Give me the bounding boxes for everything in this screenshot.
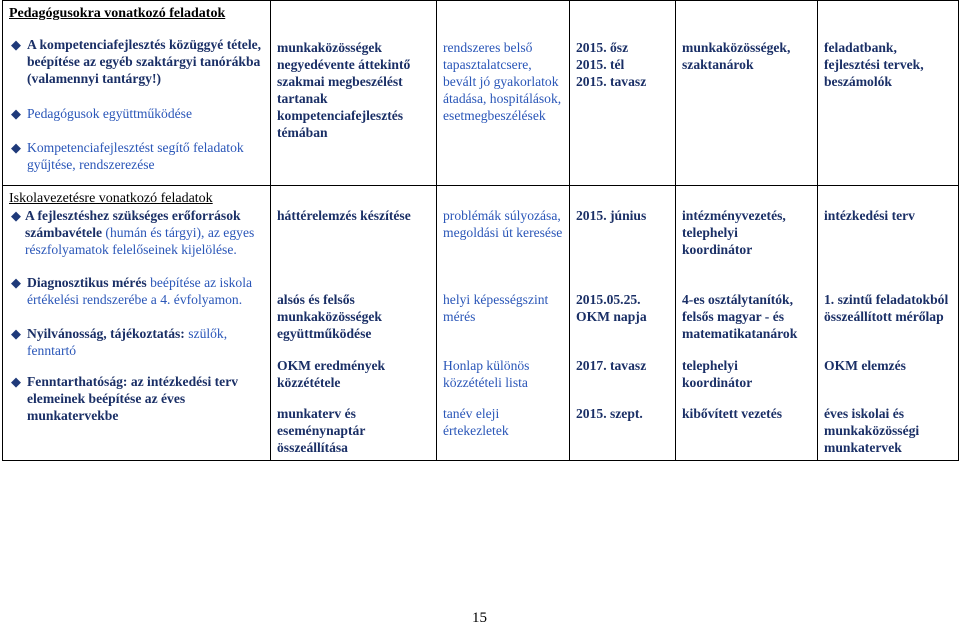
list-item: ◆ Nyilvánosság, tájékoztatás: szülők, fenntartó: [11, 326, 228, 358]
diamond-bullet-icon: ◆: [11, 326, 21, 341]
table-row: [3, 186, 959, 461]
list-item: ◆ Fenntarthatóság: az intézkedési terv elemeinek beépítése az éves munkatervekbe: [11, 374, 239, 423]
section2-cell: [3, 186, 271, 461]
section2-list: [9, 207, 264, 424]
output-cell: intézkedési terv 1. szintű feladatokból összeállított mérőlap OKM elemzés éves iskolai és munkaközösségi munkatervek: [818, 186, 959, 461]
list-item: ◆ A fejlesztéshez szükséges erőforrások számbavétele (humán és tárgyi), az egyes részfolyamatok felelőseinek kijelölése.: [11, 208, 255, 257]
table-row: [3, 1, 959, 186]
action-plan-table: [2, 0, 959, 461]
section2-header: Iskolavezetésre vonatkozó feladatok: [9, 191, 213, 206]
deadline-cell: 2015. június 2015.05.25. OKM napja 2017. tavasz 2015. szept.: [570, 186, 676, 461]
list-item: ◆ Kompetenciafejlesztést segítő feladatok gyűjtése, rendszerezése: [11, 140, 244, 172]
output-cell: feladatbank, fejlesztési tervek, beszámolók: [818, 1, 959, 186]
responsible-cell: intézményvezetés, telephelyi koordinátor 4-es osztálytanítók, felsős magyar - és matematikatanárok telephelyi koordinátor kibővített vezetés: [676, 186, 818, 461]
method-cell: munkaközösségek negyedévente áttekintő szakmai megbeszélést tartanak kompetenciafejlesztés témában: [271, 1, 437, 186]
diamond-bullet-icon: ◆: [11, 275, 21, 290]
activity-cell: rendszeres belső tapasztalatcsere, bevált jó gyakorlatok átadása, hospitálások, esetmegbeszélések: [437, 1, 570, 186]
method-cell: háttérelemzés készítése alsós és felsős munkaközösségek együttműködése OKM eredmények közzététele munkaterv és eseménynaptár összeállítása: [271, 186, 437, 461]
page-number: 15: [472, 610, 487, 626]
section1-cell: [3, 1, 271, 186]
list-item: ◆ Diagnosztikus mérés beépítése az iskola értékelési rendszerébe a 4. évfolyamon.: [11, 275, 253, 307]
section1-header: Pedagógusokra vonatkozó feladatok: [9, 6, 226, 21]
diamond-bullet-icon: ◆: [11, 37, 21, 52]
activity-cell: problémák súlyozása, megoldási út keresése helyi képességszint mérés Honlap különös közzétételi lista tanév eleji értekezletek: [437, 186, 570, 461]
deadline-cell: 2015. ősz 2015. tél 2015. tavasz: [570, 1, 676, 186]
list-item: ◆ A kompetenciafejlesztés közüggyé tétele, beépítése az egyéb szaktárgyi tanórákba (valamennyi tantárgy!): [11, 37, 262, 86]
diamond-bullet-icon: ◆: [11, 140, 21, 155]
diamond-bullet-icon: ◆: [11, 106, 21, 121]
section1-list: [9, 36, 264, 173]
diamond-bullet-icon: ◆: [11, 374, 21, 389]
diamond-bullet-icon: ◆: [11, 208, 21, 223]
responsible-cell: munkaközösségek, szaktanárok: [676, 1, 818, 186]
list-item: ◆ Pedagógusok együttműködése: [11, 106, 192, 121]
